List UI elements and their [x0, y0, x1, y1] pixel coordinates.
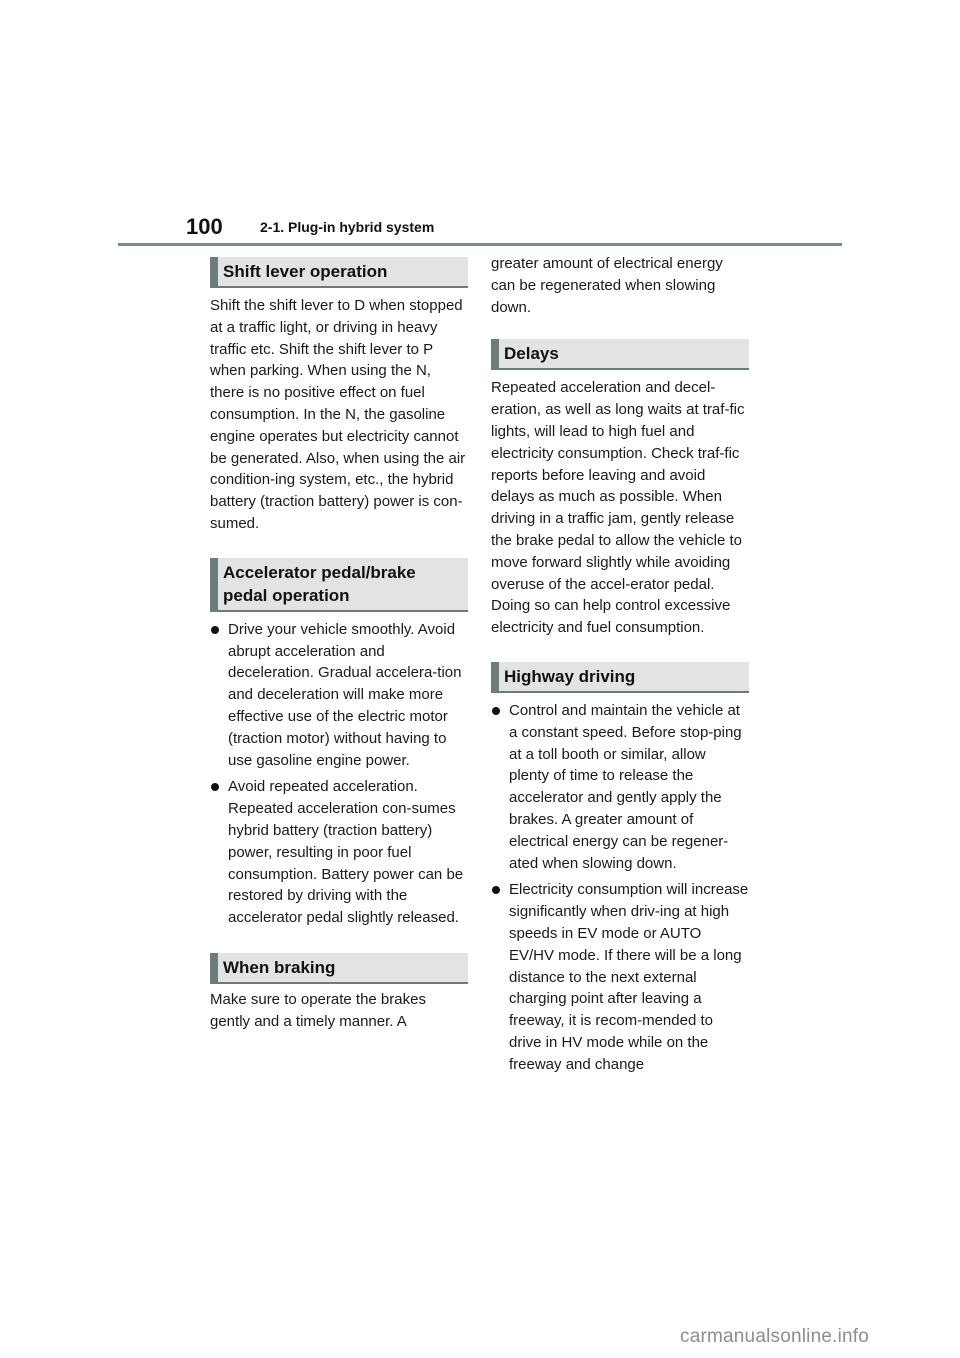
delays-text: Repeated acceleration and decel-eration, as well as long waits at traf-fic lights, will lead to high fuel and electricity consumption. Check traf-fic reports before leaving and avoid delays as much as possible. When driving in a traffic jam, gently release the brake pedal to allow the vehicle to move forward slightly while avoiding overuse of the accel-erator pedal. Doing so can help control excessive electricity and fuel consumption.: [491, 379, 745, 637]
section-title: 2-1. Plug-in hybrid system: [260, 219, 435, 235]
bullet-icon: [211, 783, 219, 791]
bullet-icon: [492, 707, 500, 715]
bullet-icon: [211, 626, 219, 634]
list-item-text: Avoid repeated acceleration. Repeated acceleration con-sumes hybrid battery (traction battery) power, resulting in poor fuel consumption. Battery power can be restored by driving with the accelerator pedal slightly released.: [228, 778, 464, 927]
list-item-text: Drive your vehicle smoothly. Avoid abrupt acceleration and deceleration. Gradual accelera-tion and deceleration will make more effective use of the electric motor (traction motor) without having to use gasoline engine power.: [228, 620, 462, 769]
list-item: [210, 619, 468, 772]
list-item-text: Electricity consumption will increase significantly when driv-ing at high speeds in EV mode or AUTO EV/HV mode. If there will be a long distance to the next external charging point after leaving a freeway, it is recom-mended to drive in HV mode while on the freeway and change: [509, 881, 749, 1073]
braking-text: Make sure to operate the brakes gently and a timely manner. A: [210, 990, 426, 1030]
heading-pedal-operation: Accelerator pedal/brake pedal operation: [210, 558, 468, 612]
braking-text-continued: greater amount of electrical energy can be regenerated when slowing down.: [491, 255, 723, 316]
bullet-icon: [492, 886, 500, 894]
header-divider: [118, 243, 842, 246]
list-item: [210, 776, 468, 929]
right-column: [491, 253, 749, 1076]
heading-delays: Delays: [491, 339, 749, 370]
left-column: [210, 257, 468, 1033]
page-number: 100: [186, 214, 223, 239]
heading-shift-lever: Shift lever operation: [210, 257, 468, 288]
list-item: [491, 879, 749, 1075]
list-item: [491, 700, 749, 874]
heading-highway-driving: Highway driving: [491, 662, 749, 693]
watermark: carmanualsonline.info: [680, 1326, 870, 1347]
list-item-text: Control and maintain the vehicle at a constant speed. Before stop-ping at a toll booth or similar, allow plenty of time to release the accelerator and gently apply the brakes. A greater amount of electrical energy can be regener-ated when slowing down.: [509, 701, 742, 872]
shift-lever-text: Shift the shift lever to D when stopped at a traffic light, or driving in heavy traffic etc. Shift the shift lever to P when parking. When using the N, there is no positive effect on fuel consumption. In the N, the gasoline engine operates but electricity cannot be generated. Also, when using the air condition-ing system, etc., the hybrid battery (traction battery) power is con-sumed.: [210, 297, 466, 532]
heading-when-braking: When braking: [210, 953, 468, 984]
